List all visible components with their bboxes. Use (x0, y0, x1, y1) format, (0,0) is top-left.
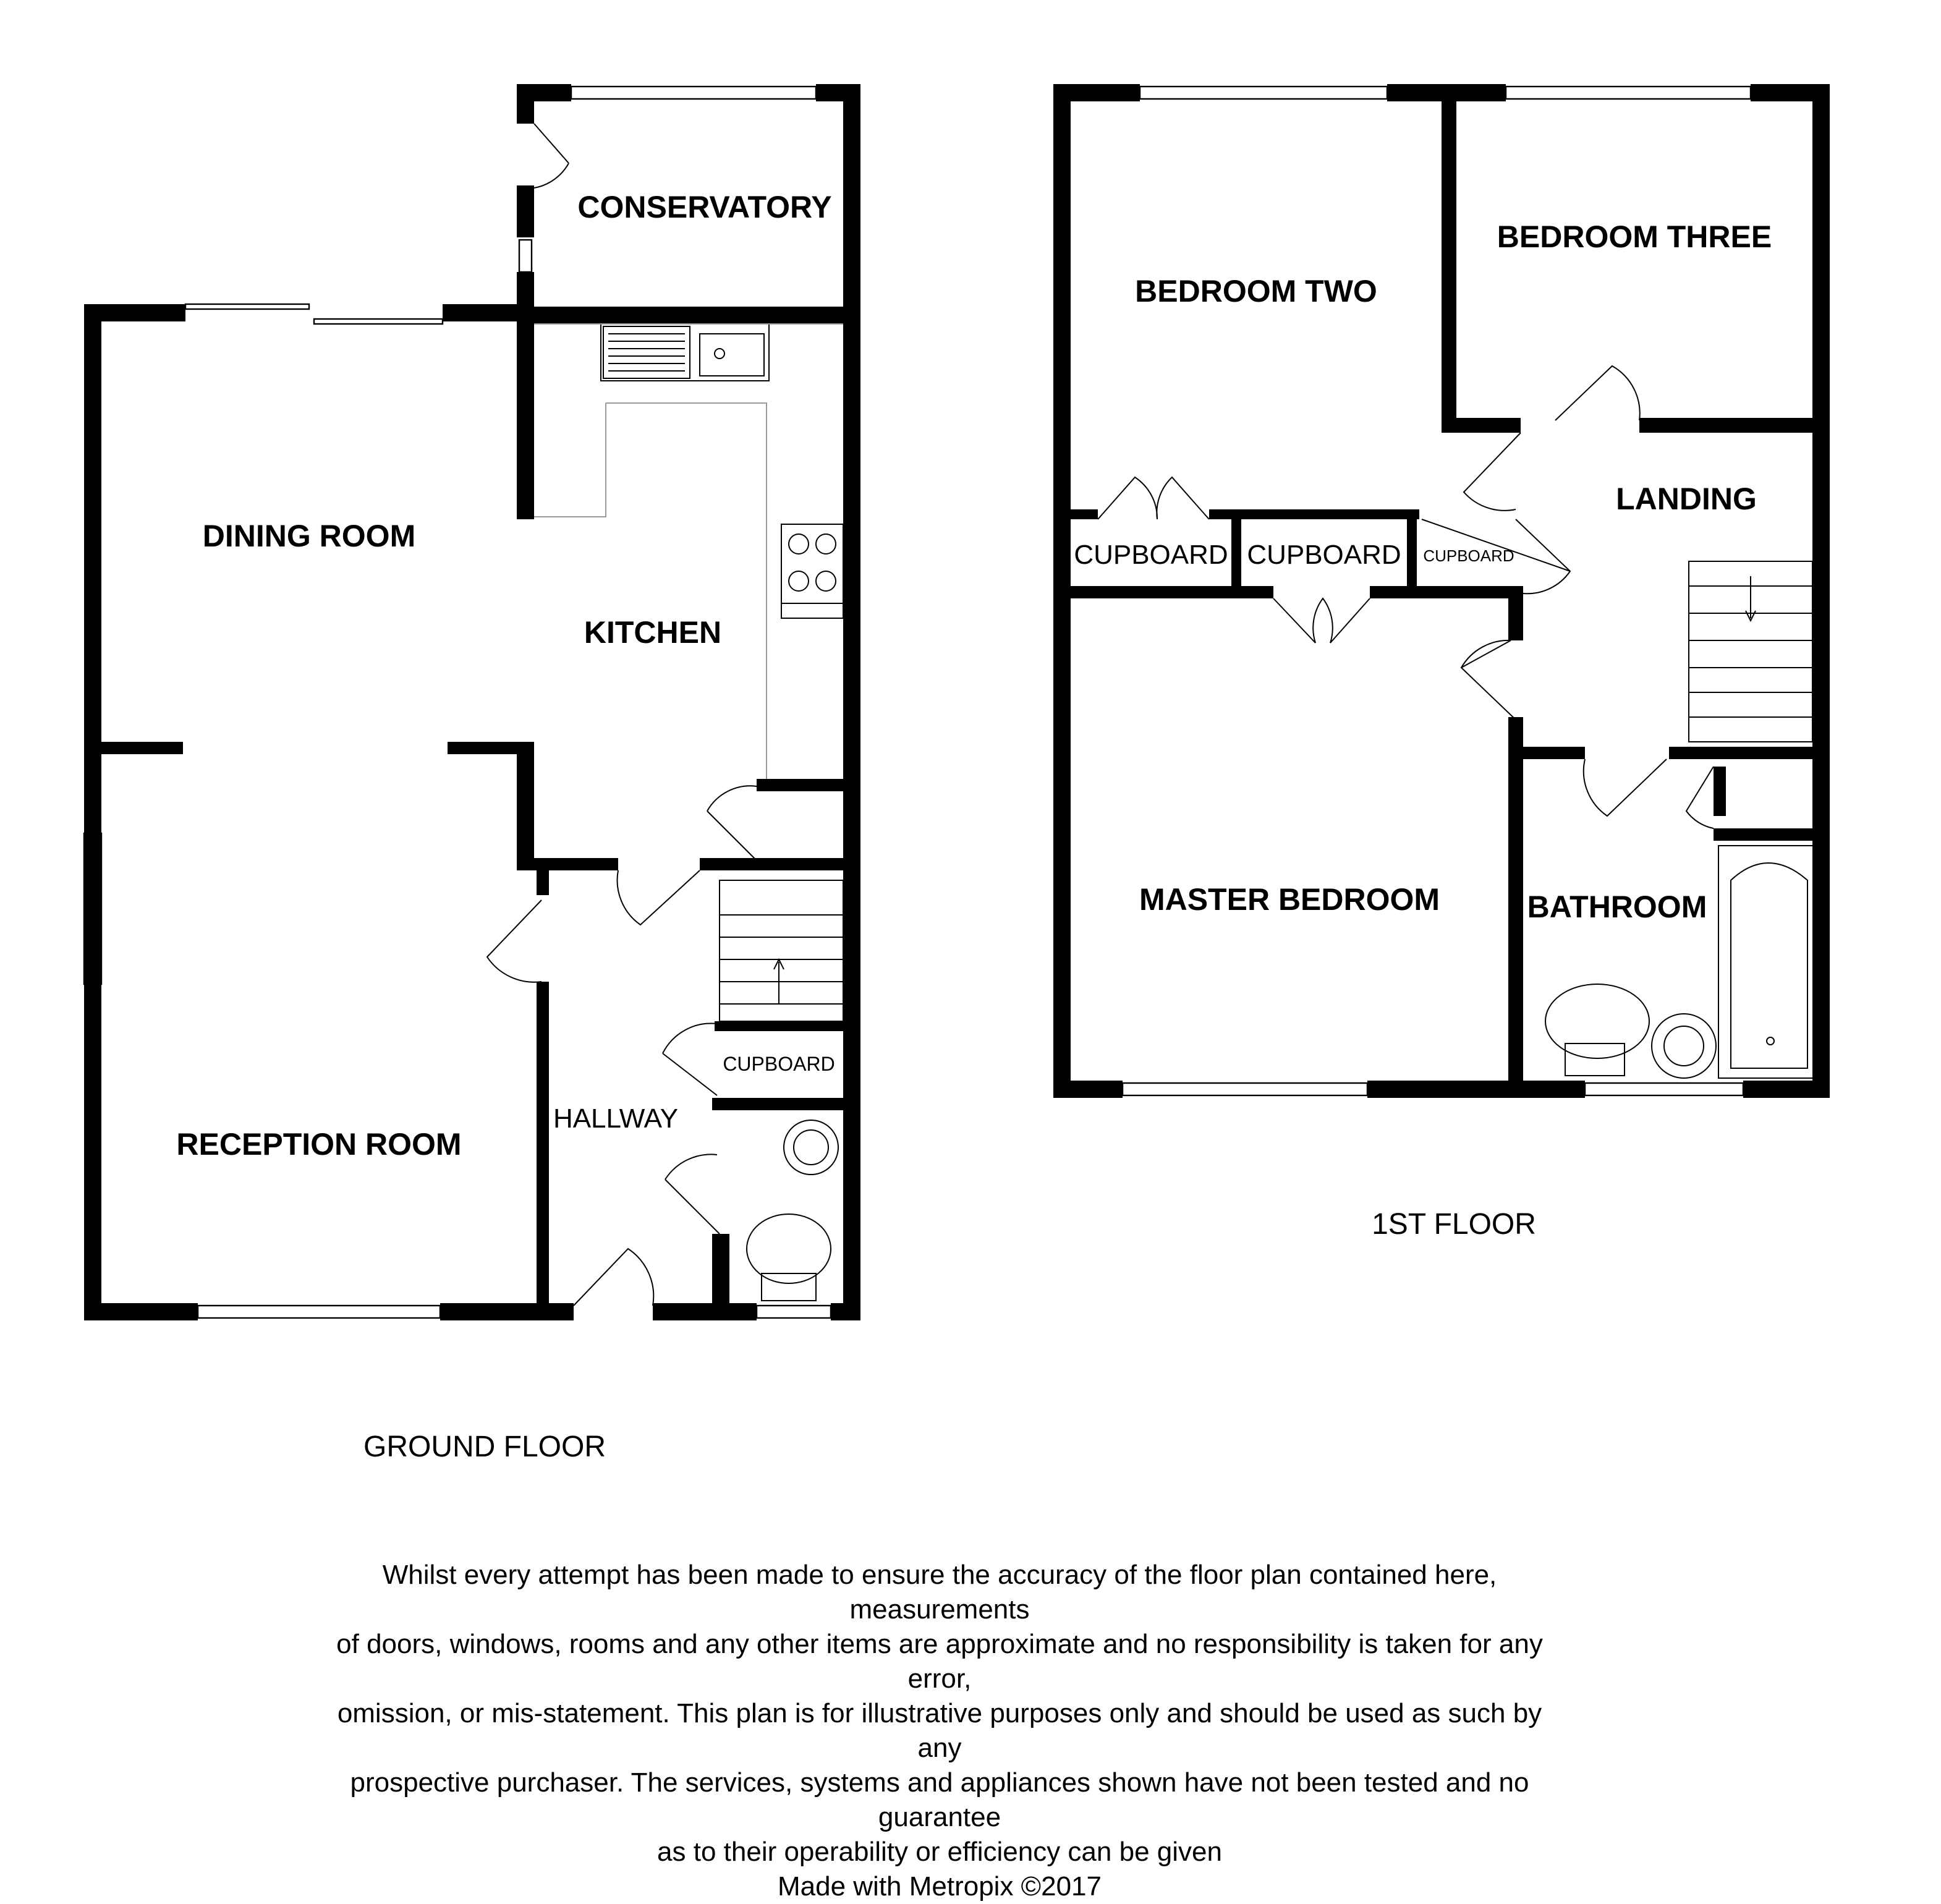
disclaimer (321, 1558, 1558, 1904)
first-floor-title: 1ST FLOOR (1372, 1208, 1536, 1241)
room-label-landing: LANDING (1616, 482, 1757, 516)
room-label-cupboard: CUPBOARD (723, 1053, 835, 1075)
disclaimer-line: as to their operability or efficiency can be given (657, 1837, 1222, 1867)
credit-text: Made with Metropix ©2017 (777, 1871, 1102, 1902)
room-label-bathroom: BATHROOM (1527, 890, 1707, 924)
room-label-kitchen: KITCHEN (584, 615, 722, 650)
room-label-cupboard-2: CUPBOARD (1247, 540, 1401, 570)
first-floor-fixtures (1098, 366, 1820, 1078)
room-label-cupboard-1: CUPBOARD (1074, 540, 1228, 570)
room-label-hallway: HALLWAY (553, 1103, 679, 1134)
disclaimer-line: Whilst every attempt has been made to ensure the accuracy of the floor plan contained here, measurements (382, 1560, 1497, 1625)
disclaimer-line: omission, or mis-statement. This plan is for illustrative purposes only and should be used as such by any (337, 1698, 1542, 1763)
disclaimer-line: prospective purchaser. The services, systems and appliances shown have not been tested and no guarantee (350, 1767, 1529, 1832)
room-label-dining-room: DINING ROOM (202, 519, 416, 553)
room-label-reception-room: RECEPTION ROOM (176, 1127, 462, 1162)
room-label-bedroom-two: BEDROOM TWO (1135, 274, 1377, 308)
room-label-bedroom-three: BEDROOM THREE (1497, 219, 1772, 254)
room-label-master-bedroom: MASTER BEDROOM (1139, 882, 1440, 917)
room-label-cupboard-3: CUPBOARD (1423, 546, 1514, 565)
ground-floor-title: GROUND FLOOR (363, 1430, 606, 1463)
disclaimer-line: of doors, windows, rooms and any other items are approximate and no responsibility is taken for any error, (336, 1629, 1543, 1694)
room-label-conservatory: CONSERVATORY (577, 190, 832, 224)
